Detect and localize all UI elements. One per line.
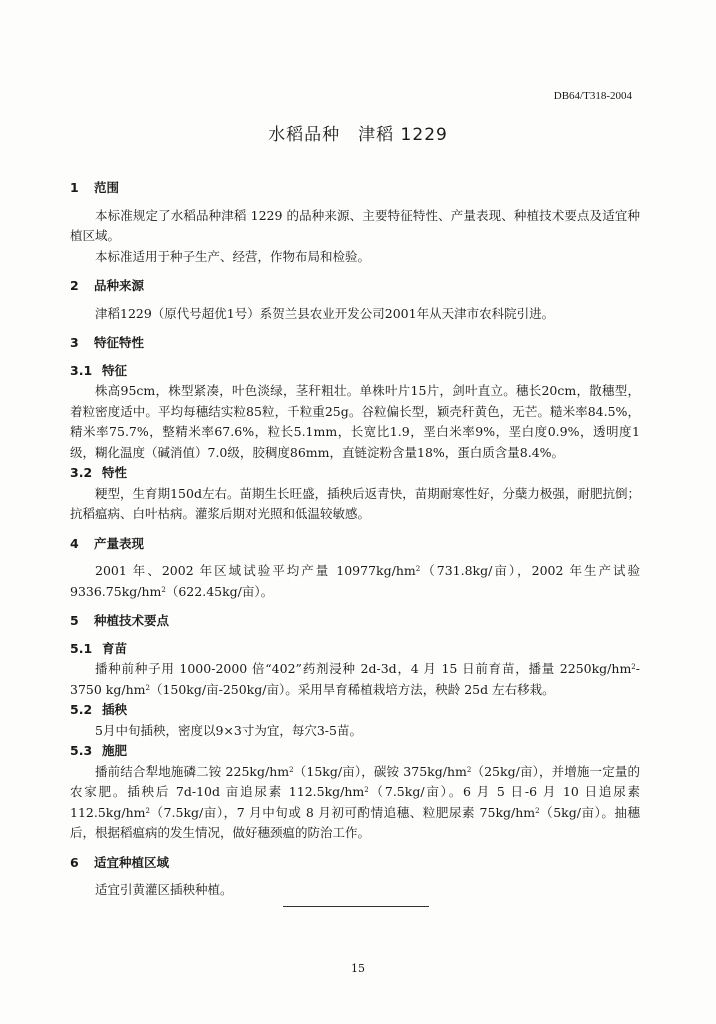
section-4-heading (70, 534, 640, 555)
document-body (70, 178, 640, 901)
subsection-5-3-heading (70, 741, 640, 762)
subsection-3-1-heading (70, 361, 640, 382)
subsection-title: 特性 (102, 465, 128, 480)
section-1-heading (70, 178, 640, 199)
subsection-title: 插秧 (102, 702, 128, 717)
subsection-5-2-heading (70, 700, 640, 721)
section-title: 范围 (94, 180, 120, 195)
section-number: 1 (70, 180, 79, 195)
subsection-number: 3.1 (70, 362, 93, 378)
section-title: 特征特性 (94, 335, 145, 350)
section-5-heading (70, 611, 640, 632)
section-title: 适宜种植区域 (94, 854, 170, 870)
paragraph: 播前结合犁地施磷二铵 $225kg/hm^2(15kg/$亩），碳铵 $375kg/hm^2(25kg/$亩），并增施一定量的农家肥。插秧后 7d-10d 亩追尿素 $112.5kg/hm^2(7.5kg/$亩）。6 月 5 日-6 月 10 日追尿素 $112.5kg/hm^2(7.5kg/$亩），7 月中旬或 8 月初可酌情追穗、粒肥尿素 $75kg/hm^2(5kg/$亩）。抽穗后，根据稻瘟病的发生情况，做好穗颈瘟的防治工作。 (70, 763, 641, 840)
section-number: 4 (70, 535, 79, 551)
subsection-title: 施肥 (102, 743, 128, 758)
paragraph: 2001 年、2002 年区域试验平均产量 $10977kg/hm^2(731.8kg/$亩），2002 年生产试验 $9336.75kg/hm^2(622.45kg/$亩）。 (70, 563, 641, 599)
paragraph: 5月中旬插秧，密度以9×3寸为宜，每穴3-5苗。 (95, 722, 362, 738)
standard-code: DB64/T318-2004 (553, 90, 632, 102)
section-number: 3 (70, 335, 79, 350)
section-6-heading (70, 853, 640, 874)
section-title: 品种来源 (94, 278, 145, 293)
subsection-number: 5.3 (70, 743, 93, 758)
page-number: 15 (351, 962, 365, 975)
subsection-number: 5.1 (70, 640, 93, 656)
paragraph: 株高95cm，株型紧凑，叶色淡绿，茎秆粗壮。单株叶片15片，剑叶直立。穗长20cm，散穗型，着粒密度适中。平均每穗结实粒85粒，千粒重25g。谷粒偏长型，颖壳秆黄色，无芒。糙米率84.5%，精米率75.7%，整精米率67.6%，粒长5.1mm，长宽比1.9，垩白米率9%，垩白度0.9%，透明度1级，糊化温度（碱消值）7.0级，胶稠度86mm，直链淀粉含量18%，蛋白质含量8.4%。 (70, 383, 640, 460)
subsection-3-2-heading (70, 463, 640, 484)
paragraph: 本标准规定了水稻品种津稻 1229 的品种来源、主要特征特性、产量表现、种植技术要点及适宜种植区域。 (70, 207, 640, 243)
end-rule (283, 906, 429, 907)
section-number: 2 (70, 278, 79, 293)
subsection-title: 育苗 (102, 640, 128, 656)
subsection-number: 3.2 (70, 465, 93, 480)
paragraph: 播种前种子用 1000-2000 倍“402”药剂浸种 2d-3d，4 月 15 日前育苗，播量 $2250kg/hm^2-3750$ $kg/hm^2(150kg/$亩-250kg/亩）。采用旱育稀植栽培方法，秧龄 25d 左右移栽。 (70, 661, 640, 697)
section-number: 5 (70, 613, 79, 628)
document-title: 水稻品种 津稻 1229 (268, 125, 448, 145)
subsection-title: 特征 (102, 362, 128, 378)
paragraph: 本标准适用于种子生产、经营，作物布局和检验。 (95, 248, 371, 264)
section-title: 产量表现 (94, 535, 145, 551)
subsection-5-1-heading (70, 639, 640, 660)
paragraph: 津稻1229（原代号超优1号）系贺兰县农业开发公司2001年从天津市农科院引进。 (95, 305, 555, 321)
section-title: 种植技术要点 (94, 613, 170, 628)
section-number: 6 (70, 854, 79, 870)
paragraph: 粳型，生育期150d左右。苗期生长旺盛，插秧后返青快，苗期耐寒性好，分蘖力极强，耐肥抗倒；抗稻瘟病、白叶枯病。灌浆后期对光照和低温较敏感。 (70, 485, 640, 521)
section-3-heading (70, 333, 640, 354)
subsection-number: 5.2 (70, 702, 93, 717)
paragraph: 适宜引黄灌区插秧种植。 (95, 882, 233, 897)
section-2-heading (70, 276, 640, 297)
